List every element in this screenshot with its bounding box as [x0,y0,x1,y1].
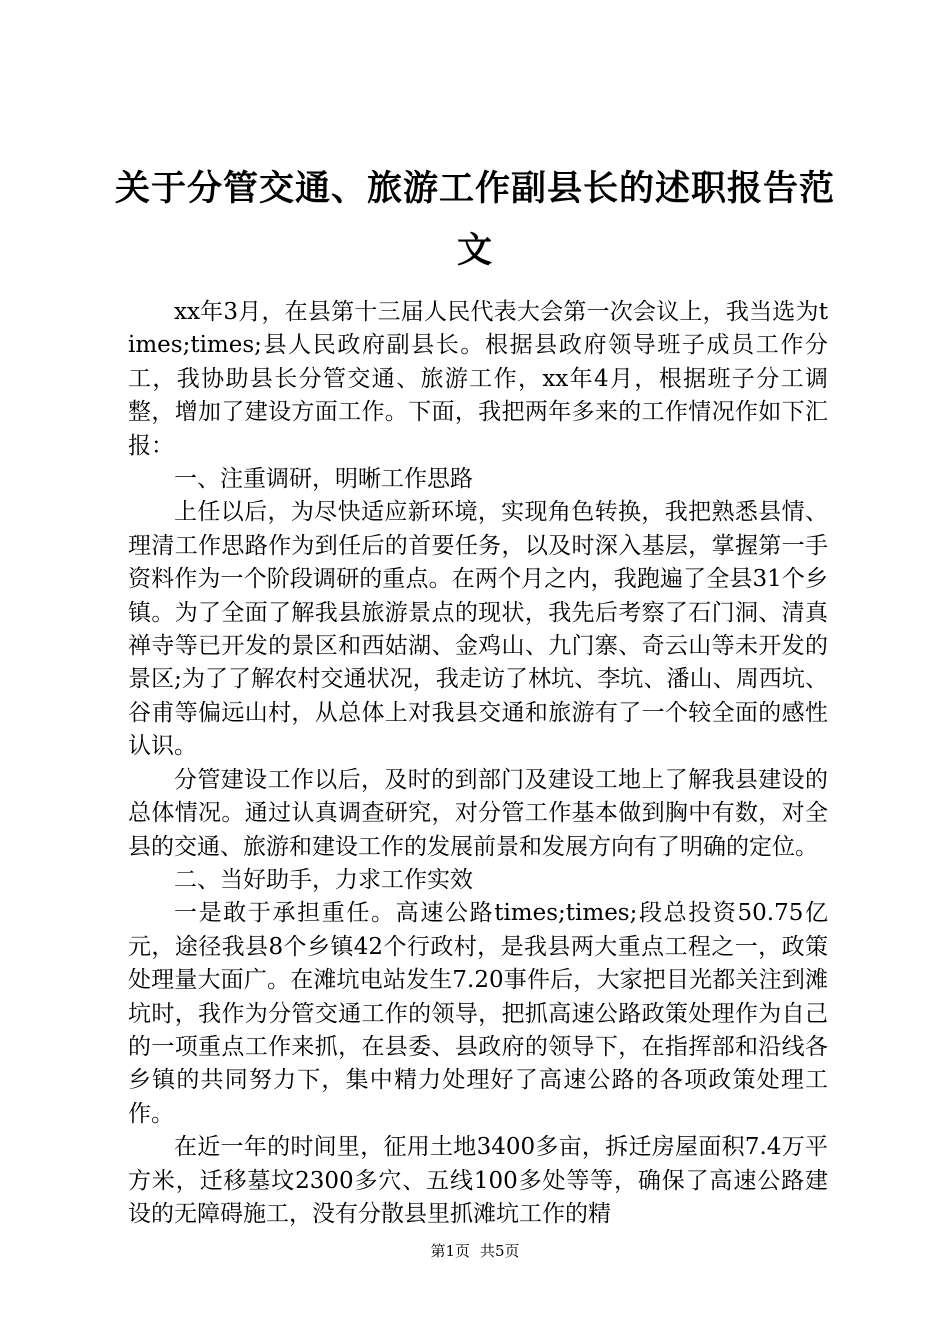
paragraph-intro: xx年3月，在县第十三届人民代表大会第一次会议上，我当选为times;times;县人民政府副县长。根据县政府领导班子成员工作分工，我协助县长分管交通、旅游工作，xx年4月，根据班子分工调整，增加了建设方面工作。下面，我把两年多来的工作情况作如下汇报： [128,299,828,459]
paragraph-highway: 一是敢于承担重任。高速公路times;times;段总投资50.75亿元，途径我县8个乡镇42个行政村，是我县两大重点工程之一，政策处理量大面广。在滩坑电站发生7.20事件后，大家把目光都关注到滩坑时，我作为分管交通工作的领导，把抓高速公路政策处理作为自己的一项重点工作来抓，在县委、县政府的领导下，在指挥部和沿线各乡镇的共同努力下，集中精力处理好了高速公路的各项政策处理工作。 [128,900,828,1127]
document-title: 关于分管交通、旅游工作副县长的述职报告范文 [114,168,835,271]
page-footer [0,1241,950,1261]
section-heading-1: 一、注重调研，明晰工作思路 [174,466,473,493]
paragraph-land: 在近一年的时间里，征用土地3400多亩，拆迁房屋面积7.4万平方米，迁移墓坟2300多穴、五线100多处等等，确保了高速公路建设的无障碍施工，没有分散县里抓滩坑工作的精 [128,1134,828,1227]
document-body [128,296,828,1231]
paragraph-construction: 分管建设工作以后，及时的到部门及建设工地上了解我县建设的总体情况。通过认真调查研究，对分管工作基本做到胸中有数，对全县的交通、旅游和建设工作的发展前景和发展方向有了明确的定位。 [128,766,828,860]
page-number: 第1页 [430,1242,470,1260]
page-total: 共5页 [480,1242,520,1260]
section-heading-2: 二、当好助手，力求工作实效 [174,866,473,893]
paragraph-research: 上任以后，为尽快适应新环境，实现角色转换，我把熟悉县情、理清工作思路作为到任后的首要任务，以及时深入基层，掌握第一手资料作为一个阶段调研的重点。在两个月之内，我跑遍了全县31个乡镇。为了全面了解我县旅游景点的现状，我先后考察了石门洞、清真禅寺等已开发的景区和西姑湖、金鸡山、九门寨、奇云山等未开发的景区;为了了解农村交通状况，我走访了林坑、李坑、潘山、周西坑、谷甫等偏远山村，从总体上对我县交通和旅游有了一个较全面的感性认识。 [128,499,828,760]
